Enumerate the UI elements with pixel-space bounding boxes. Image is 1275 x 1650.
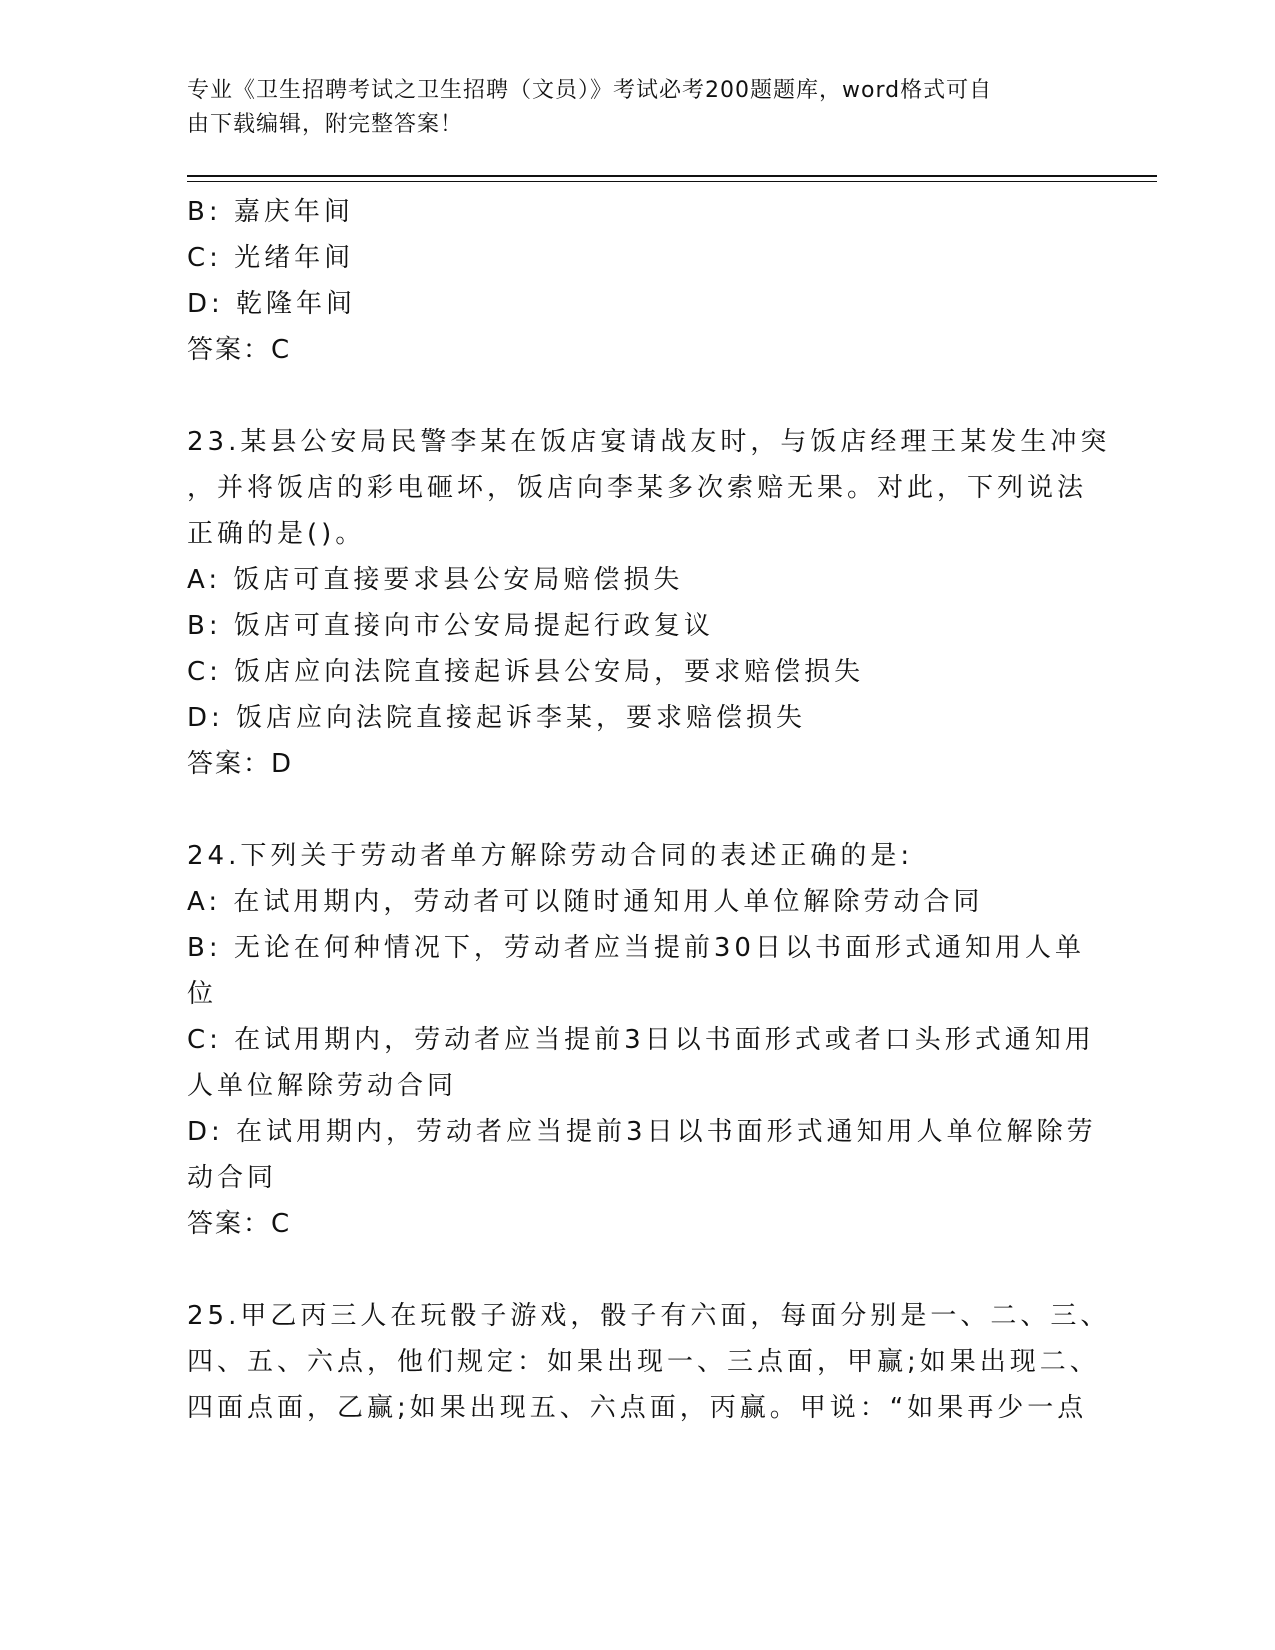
question-content <box>187 189 1111 1431</box>
option-c-line: 人单位解除劳动合同 <box>187 1071 458 1101</box>
option-a: A: 饭店可直接要求县公安局赔偿损失 <box>187 565 684 595</box>
question-24 <box>187 833 1097 1247</box>
header-divider-thin <box>187 181 1157 182</box>
option-c-line: C: 在试用期内，劳动者应当提前3日以书面形式或者口头形式通知用 <box>187 1025 1095 1055</box>
question-stem: 24.下列关于劳动者单方解除劳动合同的表述正确的是: <box>187 841 914 871</box>
document-header <box>187 74 1087 142</box>
option-d: D: 乾隆年间 <box>187 289 357 319</box>
question-23 <box>187 419 1111 787</box>
question-stem-line: 正确的是()。 <box>187 519 366 549</box>
question-stem-line: ，并将饭店的彩电砸坏，饭店向李某多次索赔无果。对此，下列说法 <box>187 473 1088 503</box>
question-stem-line: 23.某县公安局民警李某在饭店宴请战友时，与饭店经理王某发生冲突 <box>187 427 1111 457</box>
question-stem-line: 四、五、六点，他们规定：如果出现一、三点面，甲赢;如果出现二、 <box>187 1347 1100 1377</box>
question-25 <box>187 1293 1111 1431</box>
answer: 答案：C <box>187 1209 292 1239</box>
question-22-tail <box>187 189 1087 373</box>
option-c: C: 饭店应向法院直接起诉县公安局，要求赔偿损失 <box>187 657 865 687</box>
option-b-line: 位 <box>187 979 218 1009</box>
question-stem-line: 25.甲乙丙三人在玩骰子游戏，骰子有六面，每面分别是一、二、三、 <box>187 1301 1111 1331</box>
answer: 答案：C <box>187 335 292 365</box>
option-d-line: 动合同 <box>187 1163 278 1193</box>
option-c: C: 光绪年间 <box>187 243 355 273</box>
option-d-line: D: 在试用期内，劳动者应当提前3日以书面形式通知用人单位解除劳 <box>187 1117 1097 1147</box>
question-stem-line: 四面点面，乙赢;如果出现五、六点面，丙赢。甲说：“如果再少一点 <box>187 1393 1088 1423</box>
option-a: A: 在试用期内，劳动者可以随时通知用人单位解除劳动合同 <box>187 887 984 917</box>
answer: 答案：D <box>187 749 294 779</box>
header-line: 由下载编辑，附完整答案！ <box>187 112 464 137</box>
option-b: B: 饭店可直接向市公安局提起行政复议 <box>187 611 714 641</box>
header-divider <box>187 175 1157 177</box>
option-b-line: B: 无论在何种情况下，劳动者应当提前30日以书面形式通知用人单 <box>187 933 1085 963</box>
header-line: 专业《卫生招聘考试之卫生招聘（文员）》考试必考200题题库，word格式可自 <box>187 78 993 103</box>
option-b: B: 嘉庆年间 <box>187 197 354 227</box>
option-d: D: 饭店应向法院直接起诉李某，要求赔偿损失 <box>187 703 807 733</box>
